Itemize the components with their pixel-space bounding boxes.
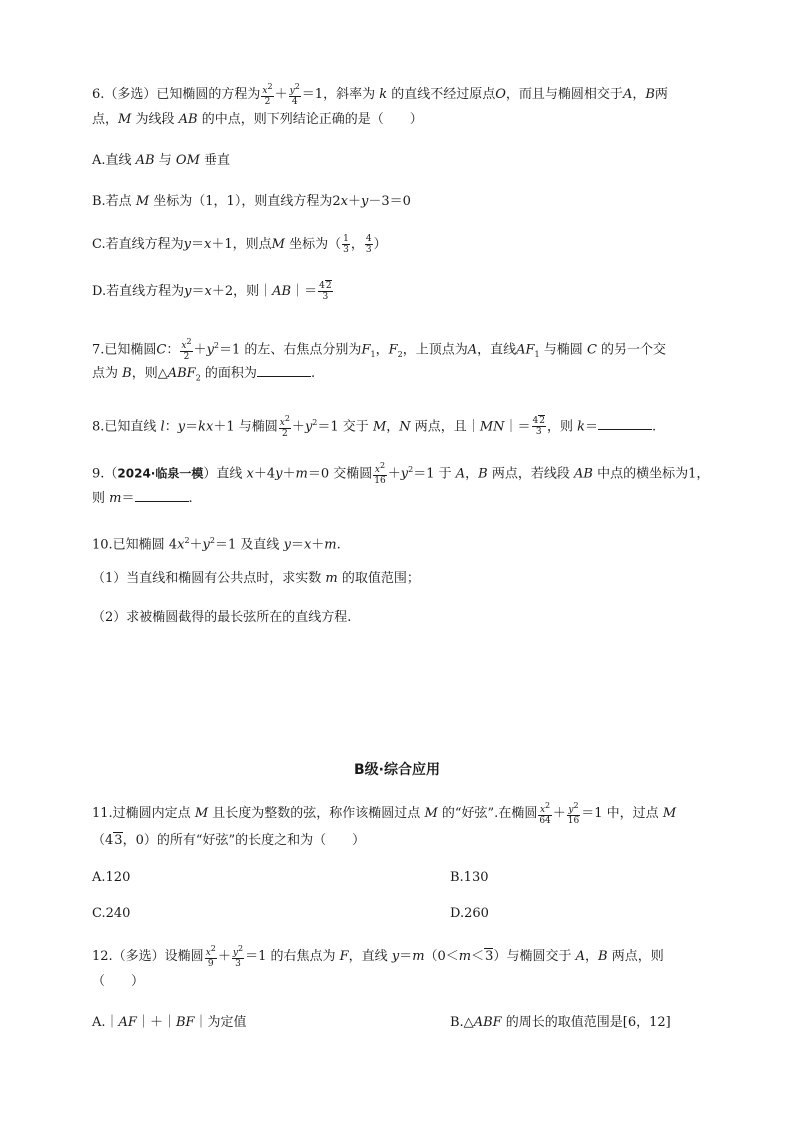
q9-text: 两点，若线段 <box>491 466 570 482</box>
q6-text: 的中点，则下列结论正确的是（ ） <box>201 112 423 127</box>
q7-text: 的面积为 <box>204 366 257 381</box>
q8-text: 交于 <box>342 419 369 435</box>
q12-option-b: B.△ABF 的周长的取值范围是[6，12] <box>450 1015 671 1030</box>
q11-text: 中，过点 <box>606 806 659 821</box>
option-text: A.直线 <box>92 153 132 168</box>
q10-part1: （1）当直线和椭圆有公共点时，求实数 m 的取值范围； <box>92 571 420 586</box>
q7-text: 与椭圆 <box>543 342 583 358</box>
q8-text: 两点，且｜ <box>414 419 480 435</box>
q6-text: ，而且与椭圆相交于 <box>505 87 623 102</box>
option-text: B.△ <box>450 1015 474 1030</box>
option-text: C.若直线方程为 <box>92 237 184 252</box>
fraction: $\frac{4}{3}$ <box>365 234 372 255</box>
q12-text: （ ） <box>92 974 145 989</box>
q6-text: 为线段 <box>135 112 175 127</box>
q9-source: 2024·临泉一模 <box>117 466 204 481</box>
q12-text: 12.（多选）设椭圆 <box>92 949 204 964</box>
q6-option-c: C.若直线方程为y＝x＋1，则点M 坐标为（ $\frac{1}{3}$ ， $\frac{4}{3}$ ） <box>92 234 387 255</box>
q12-line2 <box>92 972 144 992</box>
q9-text: 9.（ <box>92 466 118 482</box>
q8-text: ｜＝ <box>504 419 531 435</box>
q9-line1: 9.（2024·临泉一模）直线 x＋4y＋m＝0 交椭圆 $\frac{x^2}{16}$ $+y^2=1$ 于 A，B 两点，若线段 AB 中点的横坐标为1， <box>92 461 710 487</box>
option-text: B.130 <box>450 870 489 885</box>
q11-line1: 11.过椭圆内定点 M 且长度为整数的弦，称作该椭圆过点 M 的“好弦”.在椭圆 $\frac{x^2}{64}$ ＋ $\frac{y^2}{16}$ ＝1 中，过点 M <box>92 801 677 826</box>
q12-line1: 12.（多选）设椭圆 $\frac{x^2}{9}$ ＋ $\frac{y^2}{3}$ ＝1 的右焦点为 F，直线 y＝m（0＜m＜3）与椭圆交于 A，B 两点，则 <box>92 944 664 969</box>
fraction: $\frac{x^2}{2}$ <box>181 337 192 363</box>
fraction: $\frac{42}{3}$ <box>319 281 332 302</box>
fraction: $\frac{1}{3}$ <box>343 234 349 255</box>
option-text: 坐标为 <box>289 237 329 252</box>
fraction: $\frac{x^2}{16}$ <box>374 461 386 487</box>
q11-options-row2 <box>92 904 489 924</box>
q9-text: 于 <box>438 466 452 482</box>
q9-text: ）直线 <box>203 466 243 482</box>
fraction: $\frac{x^2}{2}$ <box>262 82 273 107</box>
fraction: $\frac{x^2}{2}$ <box>279 414 290 440</box>
option-text: ｜＋｜ <box>136 1015 176 1030</box>
fraction: $\frac{x^2}{64}$ <box>539 801 551 826</box>
q7-text: 7.已知椭圆 <box>92 342 157 358</box>
q6-line1: 6.（多选）已知椭圆的方程为 $\frac{x^2}{2}$ ＋ $\frac{y^2}{4}$ ＝1，斜率为 k 的直线不经过原点O，而且与椭圆相交于A，B两 <box>92 82 668 107</box>
option-text: 与 <box>158 153 172 168</box>
option-text: ｜＝ <box>291 284 318 299</box>
q10-text: 的取值范围； <box>341 571 420 586</box>
q8-text: 与椭圆 <box>238 419 278 435</box>
q9-text: 中点的横坐标为1， <box>597 466 710 482</box>
fraction: $\frac{y^2}{16}$ <box>567 801 580 826</box>
q7-text: ，则△ <box>131 366 168 381</box>
q6-text: 6.（多选）已知椭圆的方程为 <box>92 87 261 102</box>
option-text: 的周长的取值范围是[6，12] <box>505 1015 671 1030</box>
q8-text: 8.已知直线 <box>92 419 157 435</box>
q8-text: ＝ <box>585 419 599 435</box>
q8-text: ，则 <box>546 419 573 435</box>
q7-text: 的左、右焦点分别为 <box>244 342 362 358</box>
q11-text: 的所有“好弦”的长度之和为（ ） <box>156 833 366 848</box>
q7-line1: 7.已知椭圆C： $\frac{x^2}{2}$ $+y^2=1$ 的左、右焦点分别为$F_1$，$F_2$，上顶点为A，直线$AF_1$ 与椭圆 C 的另一个交 <box>92 337 667 363</box>
fraction: $\frac{y^2}{4}$ <box>289 82 300 107</box>
q8-line: 8.已知直线 l：y＝kx＋1 与椭圆 $\frac{x^2}{2}$ $+y^2=1$ 交于 M，N 两点，且｜MN｜＝ $\frac{42}{3}$ ，则 k＝ . <box>92 414 657 440</box>
q11-options-row1 <box>92 868 489 888</box>
q6-line2: 点，M 为线段 AB 的中点，则下列结论正确的是（ ） <box>92 112 423 127</box>
option-text: ｜为定值 <box>194 1015 247 1030</box>
q6-option-a: A.直线 AB 与 OM 垂直 <box>92 153 231 168</box>
q11-text: 且长度为整数的弦，称作该椭圆过点 <box>212 806 421 821</box>
q10-text: 及直线 <box>240 537 280 553</box>
q6-option-b: B.若点 M 坐标为（1，1），则直线方程为2x＋y－3＝0 <box>92 194 411 209</box>
q10-text: 10.已知椭圆 <box>92 537 165 553</box>
q10-text: （1）当直线和椭圆有公共点时，求实数 <box>92 571 322 586</box>
q9-text: 则 <box>92 491 106 506</box>
q6-text: 点， <box>92 112 119 127</box>
q7-text: ，上顶点为 <box>402 342 468 358</box>
q10-part2 <box>92 608 351 628</box>
q10-text: （2）求被椭圆截得的最长弦所在的直线方程. <box>92 610 352 625</box>
q11-text: 11.过椭圆内定点 <box>92 806 191 821</box>
q6-text: 的直线不经过原点 <box>391 87 496 102</box>
option-text: A.120 <box>92 870 131 885</box>
q9-text: 交椭圆 <box>333 466 373 482</box>
answer-blank <box>257 364 311 377</box>
option-text: D.若直线方程为 <box>92 284 185 299</box>
fraction: $\frac{y^2}{3}$ <box>232 944 244 969</box>
q12-options-row1: A.｜AF｜＋｜BF｜为定值 B.△ABF 的周长的取值范围是[6，12] <box>92 1013 247 1033</box>
answer-blank <box>598 417 652 430</box>
q12-text: 的右焦点为 <box>270 949 336 964</box>
option-text: B.若点 <box>92 194 132 209</box>
q11-line2: （43，0）的所有“好弦”的长度之和为（ ） <box>92 833 366 848</box>
option-text: 垂直 <box>204 153 231 168</box>
q7-line2: 点为 B，则$\triangle ABF_2$ 的面积为 . <box>92 366 316 383</box>
q12-text: 两点，则 <box>611 949 664 964</box>
q12-text: 与椭圆交于 <box>506 949 572 964</box>
option-text: ，则点 <box>232 237 272 252</box>
section-title: B级·综合应用 <box>354 762 440 778</box>
option-text: ，则｜ <box>233 284 273 299</box>
option-text: 坐标为（1，1），则直线方程为 <box>153 194 333 209</box>
q10-line: 10.已知椭圆 $4x^2+y^2=1$ 及直线 y＝x＋m. <box>92 536 341 553</box>
q6-text: ，斜率为 <box>323 87 376 102</box>
q7-text: 点为 <box>92 366 119 381</box>
q7-text: 的另一个交 <box>601 342 667 358</box>
fraction: $\frac{x^2}{9}$ <box>205 944 216 969</box>
fraction: $\frac{42}{3}$ <box>532 416 545 438</box>
q6-option-d: D.若直线方程为y＝x＋2，则｜AB｜＝ $\frac{42}{3}$ <box>92 281 332 302</box>
q6-text: 两 <box>654 87 668 102</box>
q12-text: ，直线 <box>348 949 388 964</box>
option-text: A.｜ <box>92 1015 119 1030</box>
q7-text: ，直线 <box>477 342 517 358</box>
q11-text: 的“好弦”.在椭圆 <box>441 806 538 821</box>
q9-line2: 则 m＝ . <box>92 491 193 506</box>
option-text: C.240 <box>92 906 131 921</box>
option-text: D.260 <box>450 906 489 921</box>
answer-blank <box>135 489 189 502</box>
